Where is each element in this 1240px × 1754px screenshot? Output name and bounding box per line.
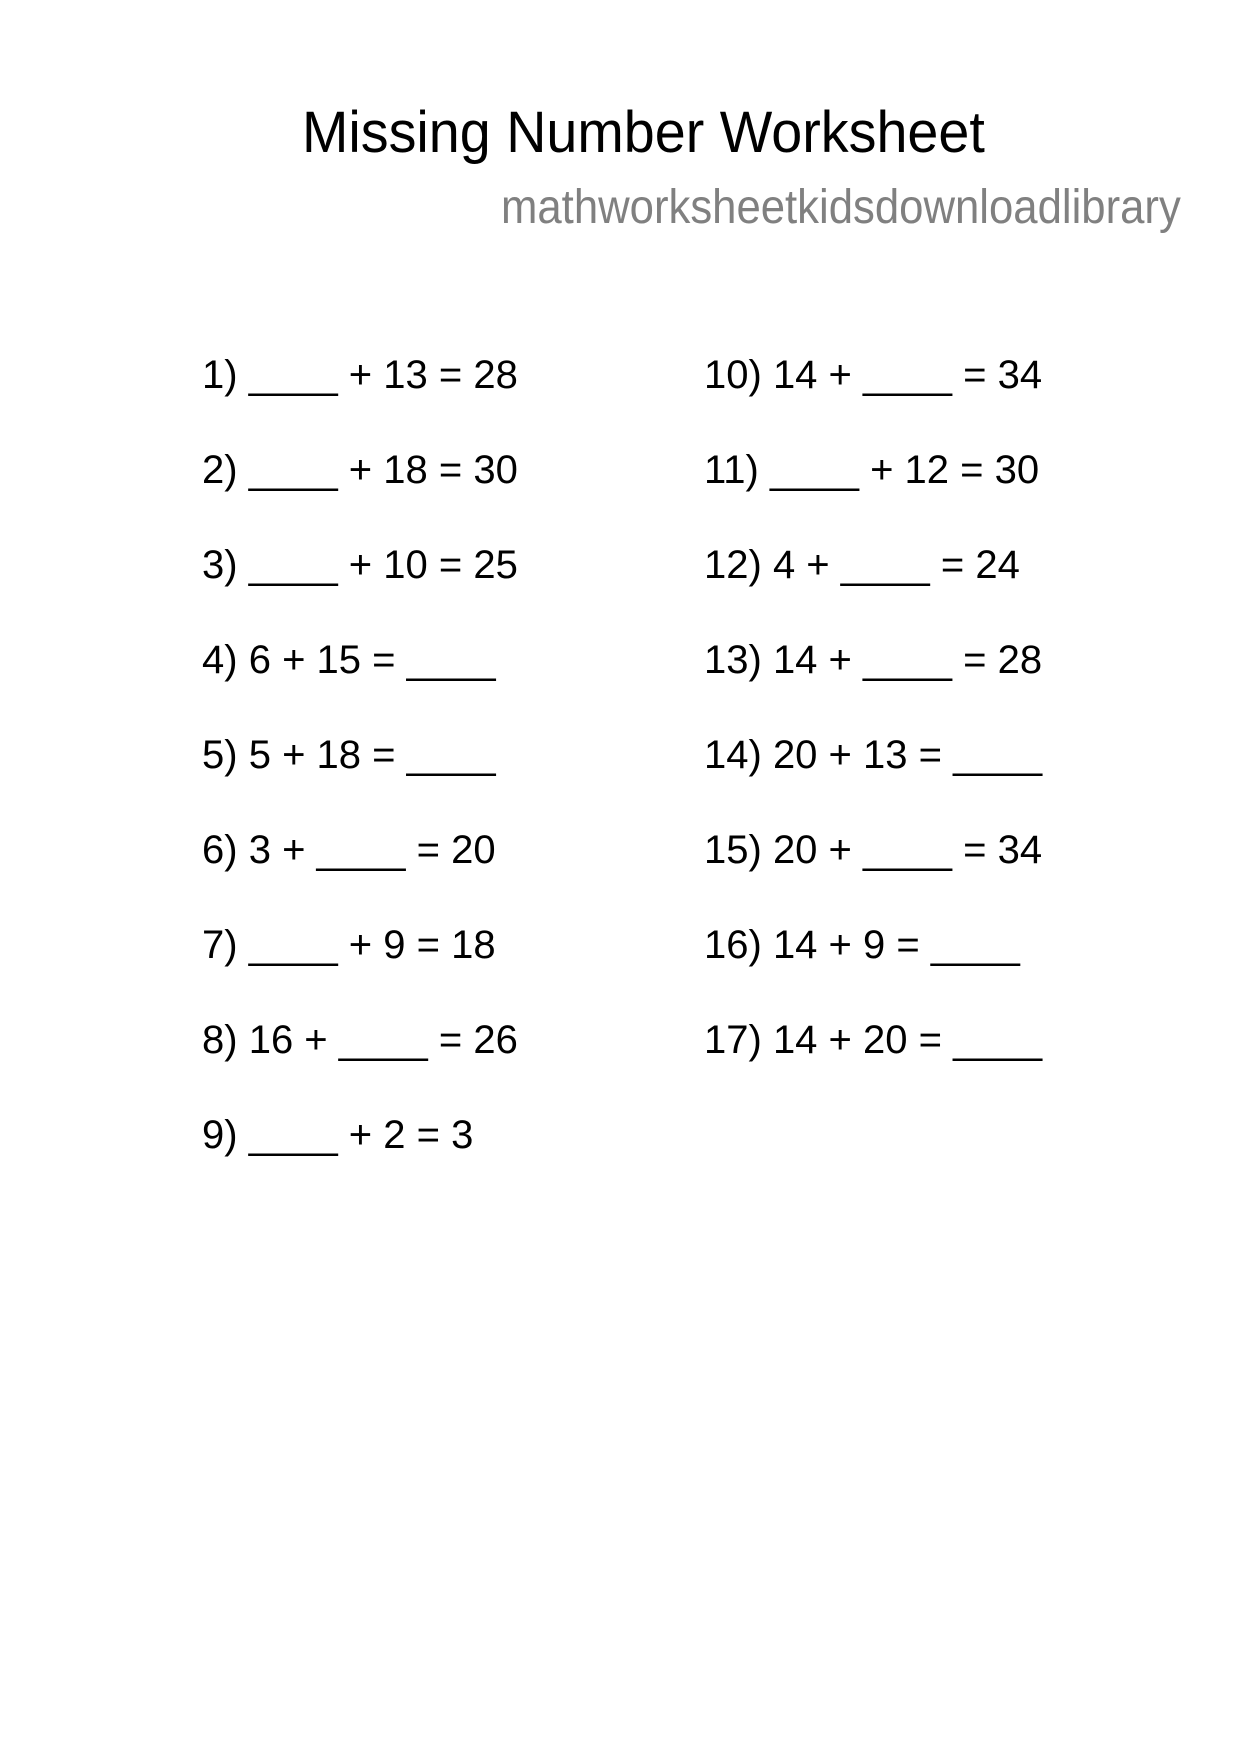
problem-equation: 14 + ____ = 28 [772,638,1043,682]
problem-item [704,445,1042,540]
problem-item [704,350,1042,445]
problem-item [704,920,1042,1015]
problem-equation: ____ + 12 = 30 [769,448,1040,492]
problem-equation: ____ + 18 = 30 [248,448,518,492]
problem-number: 16) [704,923,762,967]
problem-item [202,445,518,540]
problem-equation: ____ + 2 = 3 [248,1113,474,1157]
problem-equation: 3 + ____ = 20 [248,828,496,872]
problem-equation: 6 + 15 = ____ [248,638,496,682]
problem-equation: 14 + 9 = ____ [772,923,1020,967]
problem-item [704,1015,1042,1110]
problem-item [202,1015,518,1110]
problem-equation: 14 + 20 = ____ [772,1018,1043,1062]
problem-item [704,635,1042,730]
problem-number: 5) [202,733,238,777]
problem-number: 9) [202,1113,238,1157]
problem-item [202,730,518,825]
problem-column-right [704,350,1042,1110]
problem-equation: 5 + 18 = ____ [248,733,496,777]
problem-number: 1) [202,353,238,397]
problem-number: 8) [202,1018,238,1062]
problem-number: 12) [704,543,762,587]
problem-equation: ____ + 10 = 25 [248,543,518,587]
problem-item [704,730,1042,825]
problem-number: 3) [202,543,238,587]
problem-number: 2) [202,448,238,492]
problem-number: 14) [704,733,762,777]
problem-equation: ____ + 9 = 18 [248,923,496,967]
problem-number: 4) [202,638,238,682]
problem-number: 13) [704,638,762,682]
problem-equation: 20 + 13 = ____ [772,733,1043,777]
problem-number: 15) [704,828,762,872]
problem-equation: 20 + ____ = 34 [772,828,1043,872]
problem-number: 7) [202,923,238,967]
problem-item [202,350,518,445]
source-watermark: mathworksheetkidsdownloadlibrary [501,181,1181,234]
problem-equation: ____ + 13 = 28 [248,353,518,397]
problem-number: 11) [704,448,759,492]
problem-item [704,825,1042,920]
problem-equation: 4 + ____ = 24 [772,543,1020,587]
problem-item [704,540,1042,635]
problem-item [202,825,518,920]
page-title: Missing Number Worksheet [302,100,985,165]
problem-number: 17) [704,1018,762,1062]
problem-number: 10) [704,353,762,397]
problem-item [202,540,518,635]
problem-item [202,1110,518,1205]
problem-number: 6) [202,828,238,872]
problem-equation: 16 + ____ = 26 [248,1018,518,1062]
problem-column-left [202,350,518,1205]
problem-item [202,635,518,730]
problem-item [202,920,518,1015]
problem-equation: 14 + ____ = 34 [772,353,1043,397]
